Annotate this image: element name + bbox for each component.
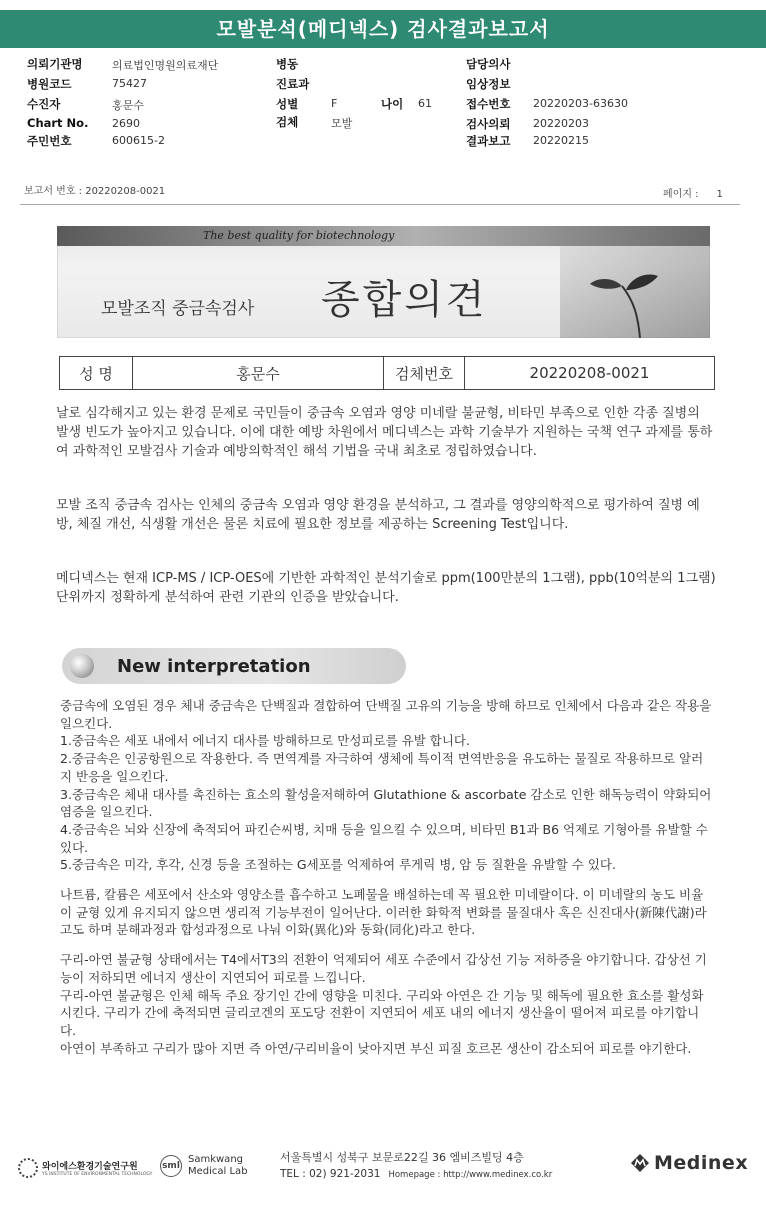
footer: [0, 1150, 766, 1190]
clinical-label: 임상정보: [466, 77, 511, 91]
interpretation-item-4: 4.중금속은 뇌와 신장에 축적되어 파킨슨씨병, 치매 등을 일으킬 수 있으며, 비타민 B1과 B6 억제로 기형아를 유발할 수 있다.: [60, 821, 708, 855]
medinex-brand: Medinex: [654, 1152, 749, 1174]
section-title: New interpretation: [117, 656, 311, 677]
bullet-ball-icon: [70, 654, 94, 678]
intro-paragraph-3: 메디넥스는 현재 ICP-MS / ICP-OES에 기반한 과학적인 분석기술로 ppm(100만분의 1그램), ppb(10억분의 1그램) 단위까지 정확하게 분석하여 관련 기관의 인증을 받았습니다.: [56, 571, 716, 605]
copper-zinc-paragraph-2: 구리-아연 불균형은 인체 해독 주요 장기인 간에 영향을 미친다. 구리와 아연은 간 기능 및 해독에 필요한 효소를 활성화시킨다. 구리가 간에 축적되면 글리코겐의 포도당 전환이 지연되어 세포 내의 에너지 생산율이 떨어져 피로를 야기합니다.: [60, 987, 704, 1038]
specimen-no-label: 검체번호: [384, 357, 465, 389]
medinex-diamond-icon: [630, 1153, 650, 1173]
homepage-link[interactable]: Homepage : http://www.medinex.co.kr: [388, 1170, 553, 1180]
org2-line2: Medical Lab: [188, 1166, 248, 1177]
mineral-paragraph: 나트륨, 칼륨은 세포에서 산소와 영양소를 흡수하고 노폐물을 배설하는데 꼭 필요한 미네랄이다. 이 미네랄의 농도 비율이 균형 있게 유지되지 않으면 생리적 기능부전이 일어난다. 이러한 화학적 변화를 물질대사 혹은 신진대사(新陳代謝)라고도 하며 분해과정과 합성과정으로 나눠 이화(異化)와 동화(同化)라고 한다.: [60, 887, 707, 938]
banner-tagline: The best quality for biotechnology: [203, 229, 395, 242]
test-date-label: 검사의뢰: [466, 117, 511, 131]
page-number: 1: [716, 189, 723, 200]
interpretation-item-2: 2.중금속은 인공항원으로 작용한다. 즉 면역계를 자극하여 생체에 특이적 면역반응을 유도하는 물질로 작용하므로 알러지 반응을 일으킨다.: [60, 751, 704, 784]
ys-institute-logo: [18, 1158, 152, 1178]
spacer: [60, 939, 715, 951]
name-table: [59, 356, 715, 390]
test-date-value: 20220203: [533, 117, 589, 130]
request-org-label: 의뢰기관명: [27, 57, 83, 71]
medinex-logo: [630, 1152, 748, 1174]
intro-paragraph-1: 날로 심각해지고 있는 환경 문제로 국민들이 중금속 오염과 영양 미네랄 불균형, 비타민 부족으로 인한 각종 질병의 발생 빈도가 높아지고 있습니다. 이에 대한 예방 차원에서 메디넥스는 과학 기술부가 지원하는 국책 연구 과제를 통하여 과학적인 모발검사 기술과 예방의학적인 해석 기법을 국내 최초로 정립하였습니다.: [56, 406, 713, 459]
interpretation-intro: 중금속에 오염된 경우 체내 중금속은 단백질과 결합하여 단백질 고유의 기능을 방해 하므로 인체에서 다음과 같은 작용을 일으킨다.: [60, 698, 712, 731]
hospital-code-value: 75427: [112, 77, 147, 90]
doctor-label: 담당의사: [466, 57, 511, 71]
sex-value: F: [331, 97, 338, 110]
result-date-label: 결과보고: [466, 134, 511, 148]
examinee-value: 홍문수: [112, 99, 144, 112]
request-org-value: 의료법인명원의료재단: [112, 59, 219, 72]
report-title: 모발분석(메디넥스) 검사결과보고서: [0, 10, 766, 48]
interpretation-item-5: 5.중금속은 미각, 후각, 신경 등을 조절하는 G세포를 억제하여 루게릭 병, 암 등 질환을 유발할 수 있다.: [60, 857, 616, 873]
org1-name-en: YS INSTITUTE OF ENVIRONMENTAL TECHNOLOGY: [42, 1172, 153, 1177]
banner-subtitle: 모발조직 중금속검사: [101, 299, 255, 319]
report-number: 보고서 번호 : 20220208-0021: [24, 186, 166, 197]
org1-name: 와이에스환경기술연구원: [42, 1162, 138, 1172]
telephone: TEL : 02) 921-2031: [280, 1168, 381, 1180]
section-header: [62, 648, 406, 684]
copper-zinc-paragraph-3: 아연이 부족하고 구리가 많아 지면 즉 아연/구리비율이 낮아지면 부신 피질 호르몬 생산이 감소되어 피로를 야기한다.: [60, 1040, 692, 1056]
specimen-label: 검체: [276, 115, 299, 129]
result-date-value: 20220215: [533, 134, 589, 147]
header-divider: [20, 204, 740, 205]
interpretation-item-1: 1.중금속은 세포 내에서 에너지 대사를 방해하므로 만성피로를 유발 합니다.: [60, 733, 470, 749]
chart-label: Chart No.: [27, 116, 89, 130]
examinee-label: 수진자: [27, 97, 61, 111]
address: 서울특별시 성북구 보문로22길 36 엠비즈빌딩 4층: [280, 1151, 524, 1164]
copper-zinc-paragraph-1: 구리-아연 불균형 상태에서는 T4에서T3의 전환이 억제되어 세포 수준에서 갑상선 기능 저하증을 야기합니다. 갑상선 기능이 저하되면 에너지 생산이 지연되어 피로를 느낍니다.: [60, 952, 707, 985]
specimen-no-value: 20220208-0021: [529, 364, 650, 382]
dept-label: 진료과: [276, 77, 310, 91]
page-indicator: [663, 185, 723, 200]
samkwang-logo: [160, 1154, 248, 1178]
interpretation-body: [60, 697, 715, 1057]
receipt-value: 20220203-63630: [533, 97, 628, 110]
spacer: [60, 874, 715, 886]
sex-label: 성별: [276, 97, 299, 111]
page-label: 페이지 :: [663, 189, 699, 200]
age-label: 나이: [381, 97, 404, 111]
banner-title: 종합의견: [321, 277, 488, 323]
intro-paragraph-2: 모발 조직 중금속 검사는 인체의 중금속 오염과 영양 환경을 분석하고, 그 결과를 영양의학적으로 평가하여 질병 예방, 체질 개선, 식생활 개선은 물론 치료에 필요한 정보를 제공하는 Screening Test입니다.: [56, 498, 700, 532]
ys-logo-icon: [18, 1158, 38, 1178]
sprout-icon: [560, 246, 710, 338]
hospital-code-label: 병원코드: [27, 77, 72, 91]
footer-address: [280, 1150, 552, 1183]
resident-value: 600615-2: [112, 134, 165, 147]
ward-label: 병동: [276, 57, 299, 71]
chart-value: 2690: [112, 117, 140, 130]
name-label: 성 명: [60, 357, 133, 389]
org2-line1: Samkwang: [188, 1154, 243, 1165]
sml-logo-icon: sml: [160, 1155, 182, 1177]
interpretation-item-3: 3.중금속은 체내 대사를 촉진하는 효소의 활성을저해하여 Glutathione & ascorbate 감소로 인한 해독능력이 약화되어 염증을 일으킨다.: [60, 786, 712, 820]
name-value: 홍문수: [133, 357, 384, 389]
specimen-value: 모발: [331, 117, 353, 130]
receipt-label: 접수번호: [466, 97, 511, 111]
banner: [57, 226, 710, 338]
age-value: 61: [418, 97, 432, 110]
resident-label: 주민번호: [27, 134, 72, 148]
